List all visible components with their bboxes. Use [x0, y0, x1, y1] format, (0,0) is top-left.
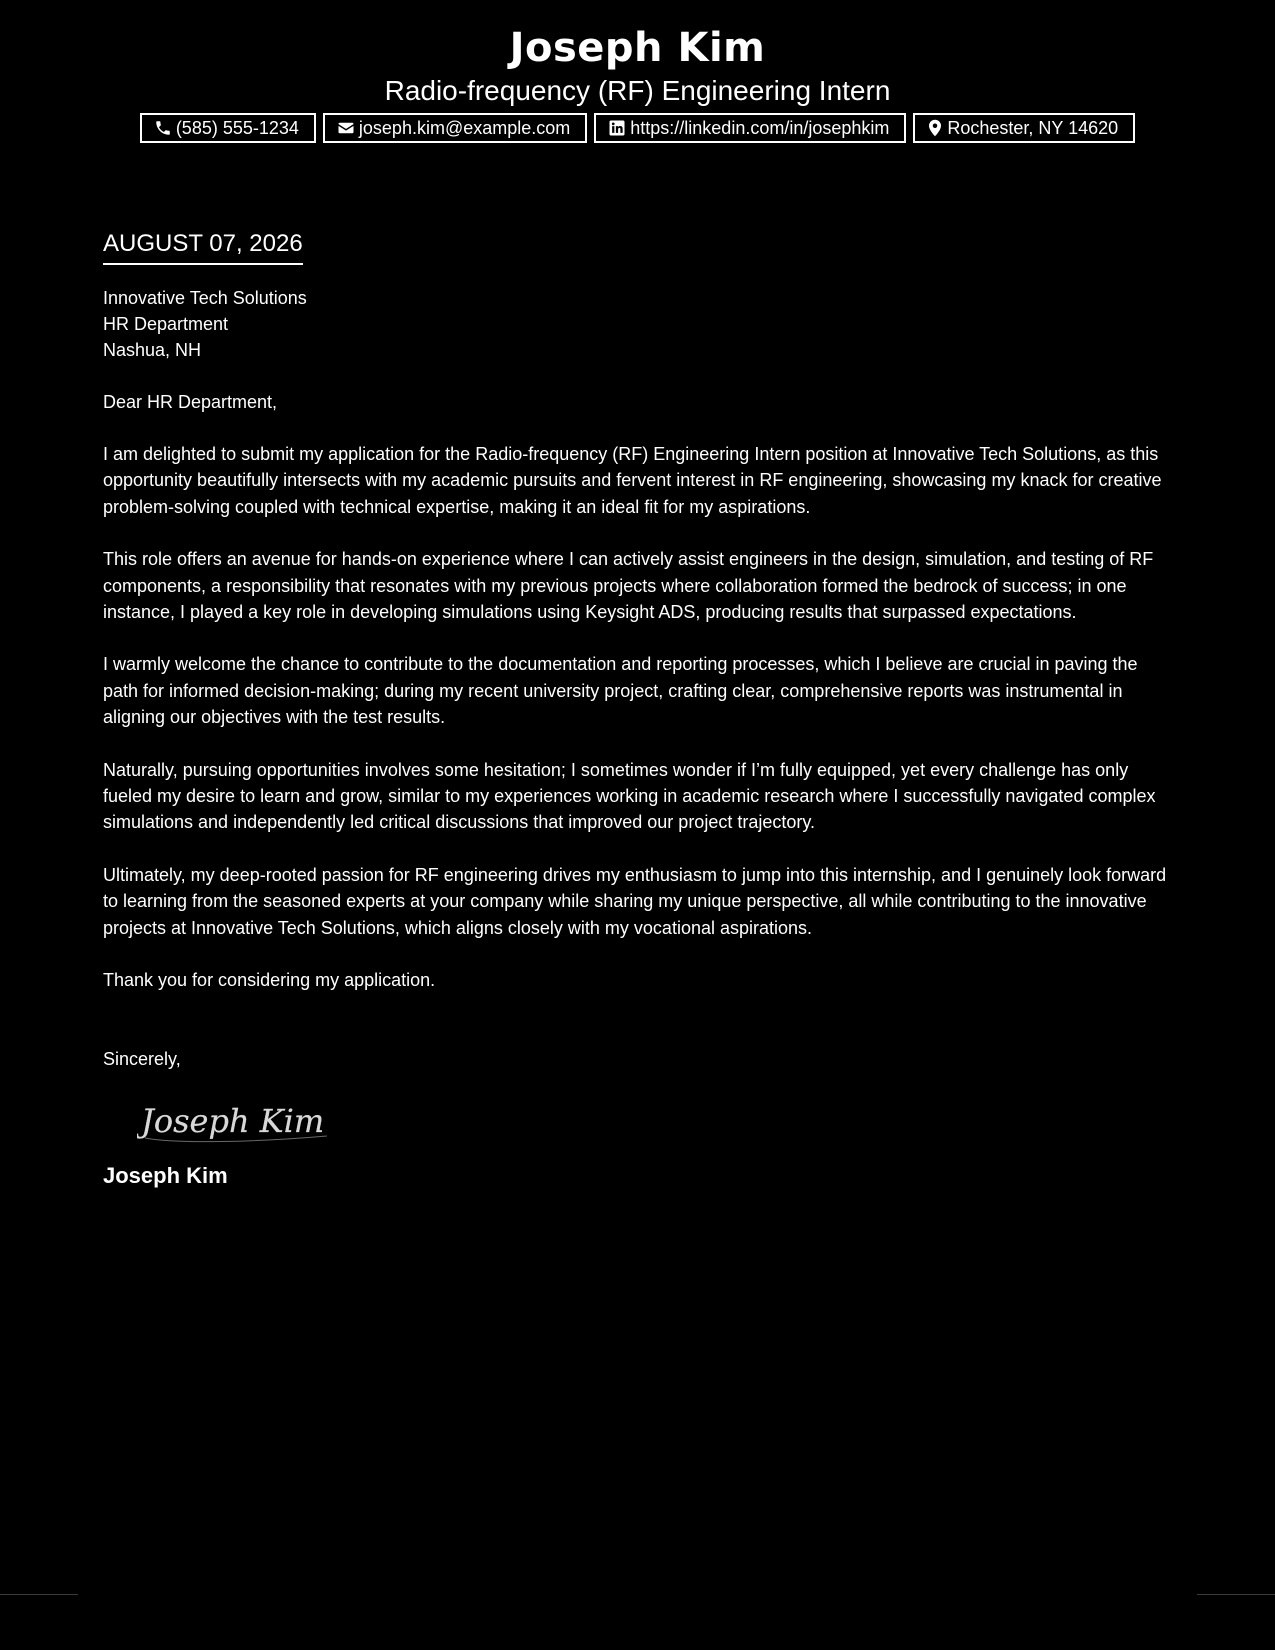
recipient-location: Nashua, NH [103, 340, 202, 360]
linkedin-icon [608, 119, 626, 137]
signature-text: Joseph Kim [141, 1101, 325, 1140]
contact-email-text: joseph.kim@example.com [358, 117, 571, 138]
envelope-icon [337, 119, 355, 137]
contact-location-text: Rochester, NY 14620 [947, 117, 1119, 138]
letter-date: AUGUST 07, 2026 [103, 228, 303, 265]
signer-name: Joseph Kim [103, 1162, 228, 1188]
paragraph-5: Ultimately, my deep-rooted passion for RF engineering drives my enthusiasm to jump into this internship, and I genuinely look forward to learning from the seasoned experts at your company while sharing my unique perspective, all while contributing to the innovative projects at Innovative Tech Solutions, which aligns closely with my vocational aspirations. [103, 864, 1167, 938]
contact-phone-text: (585) 555-1234 [175, 117, 299, 138]
applicant-name: Joseph Kim [509, 25, 766, 71]
paragraph-4: Naturally, pursuing opportunities involves some hesitation; I sometimes wonder if I’m fully equipped, yet every challenge has only fueled my desire to learn and grow, similar to my experiences working in academic research where I successfully navigated complex simulations and independently led critical discussions that improved our project trajectory. [103, 759, 1156, 833]
contact-phone[interactable] [140, 113, 316, 143]
recipient-department: HR Department [103, 314, 229, 334]
job-title: Radio-frequency (RF) Engineering Intern [384, 75, 891, 106]
letter-body [103, 228, 1175, 1190]
recipient-company: Innovative Tech Solutions [103, 288, 307, 308]
recipient-block [103, 285, 1175, 363]
paragraph-2: This role offers an avenue for hands-on experience where I can actively assist engineers in the design, simulation, and testing of RF components, a responsibility that resonates with my previous projects where collaboration formed the bedrock of success; in one instance, I played a key role in developing simulations using Keysight ADS, producing results that surpassed expectations. [103, 549, 1154, 623]
closing: Sincerely, [103, 1048, 181, 1069]
contact-location[interactable] [913, 113, 1135, 143]
phone-icon [154, 119, 172, 137]
footer-rule-left [0, 1594, 78, 1595]
signature-image [137, 1092, 1175, 1156]
footer-rule-right [1197, 1594, 1275, 1595]
letter-header [0, 0, 1275, 143]
paragraph-thanks: Thank you for considering my application. [103, 970, 436, 991]
map-pin-icon [927, 119, 943, 137]
contact-bar [0, 113, 1275, 143]
contact-linkedin-text: https://linkedin.com/in/josephkim [630, 117, 890, 138]
contact-email[interactable] [323, 113, 587, 143]
paragraph-1: I am delighted to submit my application for the Radio-frequency (RF) Engineering Intern position at Innovative Tech Solutions, as this opportunity beautifully intersects with my academic pursuits and fervent interest in RF engineering, showcasing my knack for creative problem-solving coupled with technical expertise, making it an ideal fit for my aspirations. [103, 444, 1162, 517]
salutation: Dear HR Department, [103, 392, 278, 412]
paragraph-3: I warmly welcome the chance to contribute to the documentation and reporting processes, which I believe are crucial in paving the path for informed decision-making; during my recent university project, crafting clear, comprehensive reports was instrumental in aligning our objectives with the test results. [103, 654, 1138, 728]
contact-linkedin[interactable] [594, 113, 906, 143]
